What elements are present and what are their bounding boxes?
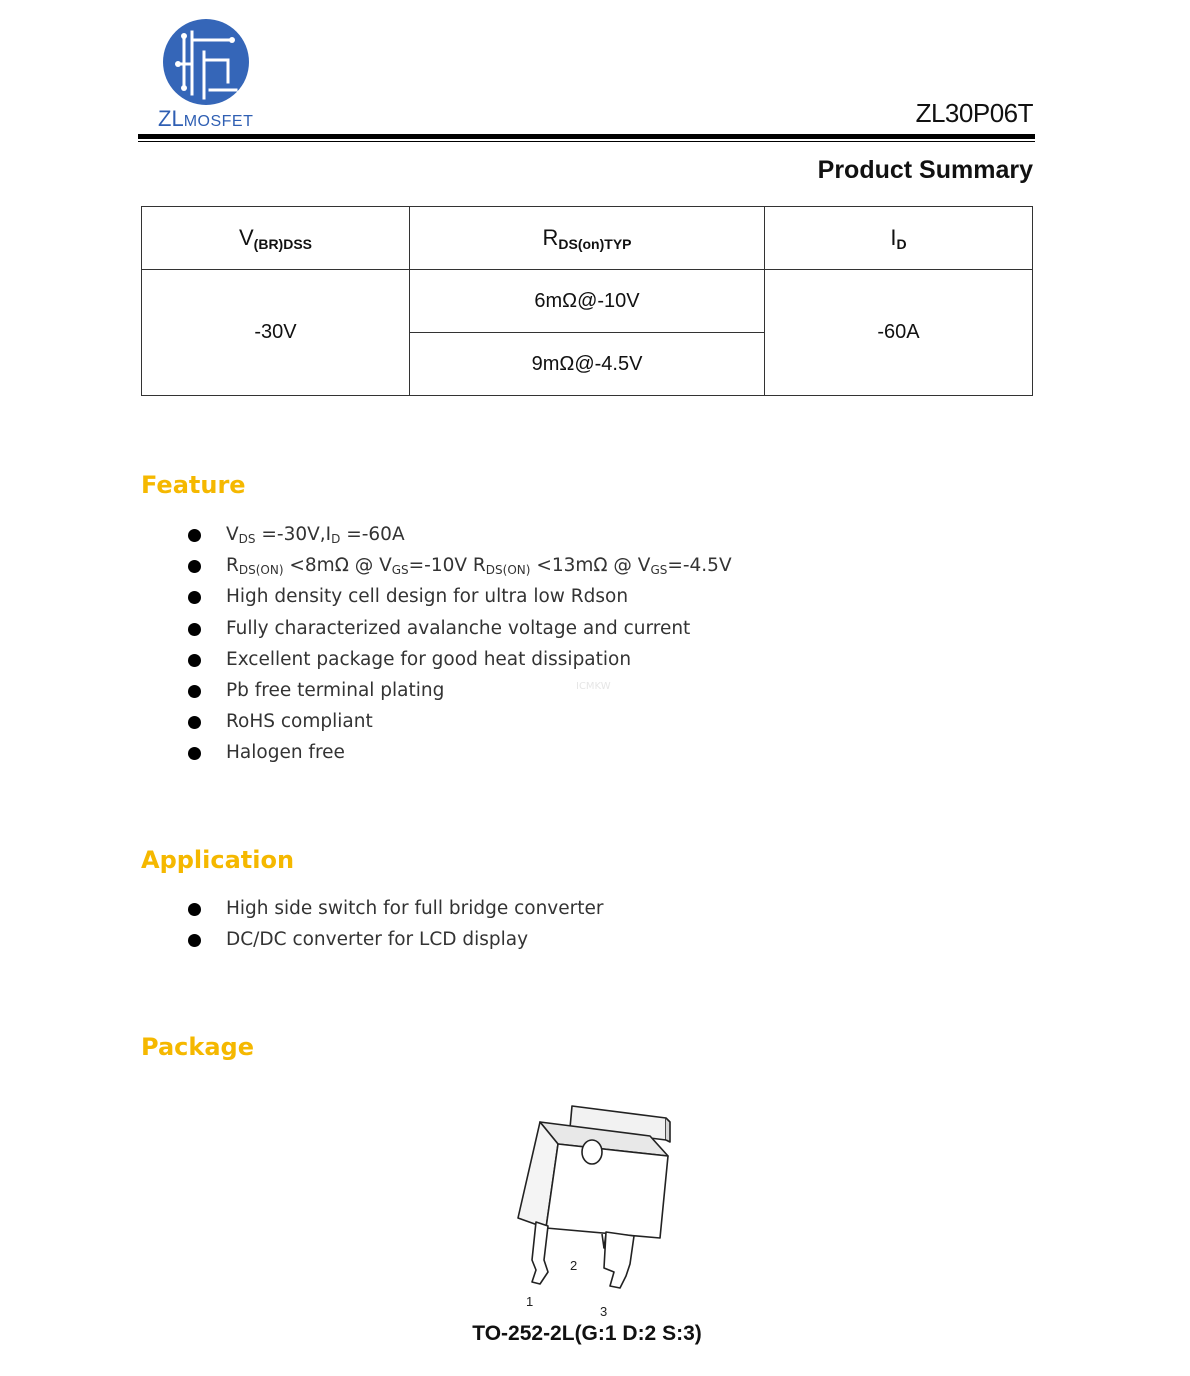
bullet-icon (188, 529, 201, 542)
table-header-row (142, 207, 1033, 270)
feature-title: Feature (141, 471, 246, 499)
header-rdson: $R_{DS(on)TYP}$ (410, 207, 765, 270)
bullet-icon (188, 591, 201, 604)
list-item: $R_{DS(ON)} <8m\Omega$ @ $V_{GS}=-10V$ $R_{DS(ON)} <13m\Omega$ @ $V_{GS}=-4.5V$ (186, 552, 732, 583)
pin-label: 3 (600, 1304, 608, 1319)
header-id: $I_D$ (765, 207, 1033, 270)
bullet-icon (188, 654, 201, 667)
bullet-icon (188, 716, 201, 729)
bullet-icon (188, 623, 201, 636)
bullet-icon (188, 685, 201, 698)
header-vbrdss: $V_{(BR)DSS}$ (142, 207, 410, 270)
list-item: Pb free terminal plating (186, 677, 732, 708)
package-caption: TO-252-2L(G:1 D:2 S:3) (472, 1322, 702, 1345)
to252-package-icon (510, 1100, 680, 1320)
cell-vbrdss: -30V (142, 270, 410, 396)
feature-list (186, 521, 732, 771)
application-list (186, 895, 603, 957)
list-item: $V_{DS} =-30V,I_D =-60A$ (186, 521, 732, 552)
list-item: Fully characterized avalanche voltage and current (186, 615, 732, 646)
list-item: Halogen free (186, 739, 732, 770)
list-item: Excellent package for good heat dissipation (186, 646, 732, 677)
pin-label: 2 (570, 1258, 578, 1273)
header-rule (138, 134, 1035, 139)
bullet-icon (188, 560, 201, 573)
logo-text: ZLMOSFET (158, 106, 254, 131)
list-item: High side switch for full bridge converter (186, 895, 603, 926)
table-row (142, 270, 1033, 333)
bullet-icon (188, 903, 201, 916)
bullet-icon (188, 934, 201, 947)
header-rule-thin (138, 141, 1035, 142)
watermark: ICMKW (576, 681, 611, 692)
cell-rdson-10v: 6mΩ@-10V (410, 270, 765, 333)
application-title: Application (141, 846, 295, 874)
list-item: DC/DC converter for LCD display (186, 926, 603, 957)
part-number: ZL30P06T (915, 98, 1033, 128)
cell-rdson-4v5: 9mΩ@-4.5V (410, 333, 765, 396)
cell-id: -60A (765, 270, 1033, 396)
list-item: RoHS compliant (186, 708, 732, 739)
package-title: Package (141, 1033, 254, 1061)
pin-label: 1 (526, 1294, 534, 1309)
product-summary-table (141, 206, 1033, 396)
product-summary-title: Product Summary (817, 156, 1033, 184)
list-item: High density cell design for ultra low Rdson (186, 583, 732, 614)
bullet-icon (188, 747, 201, 760)
